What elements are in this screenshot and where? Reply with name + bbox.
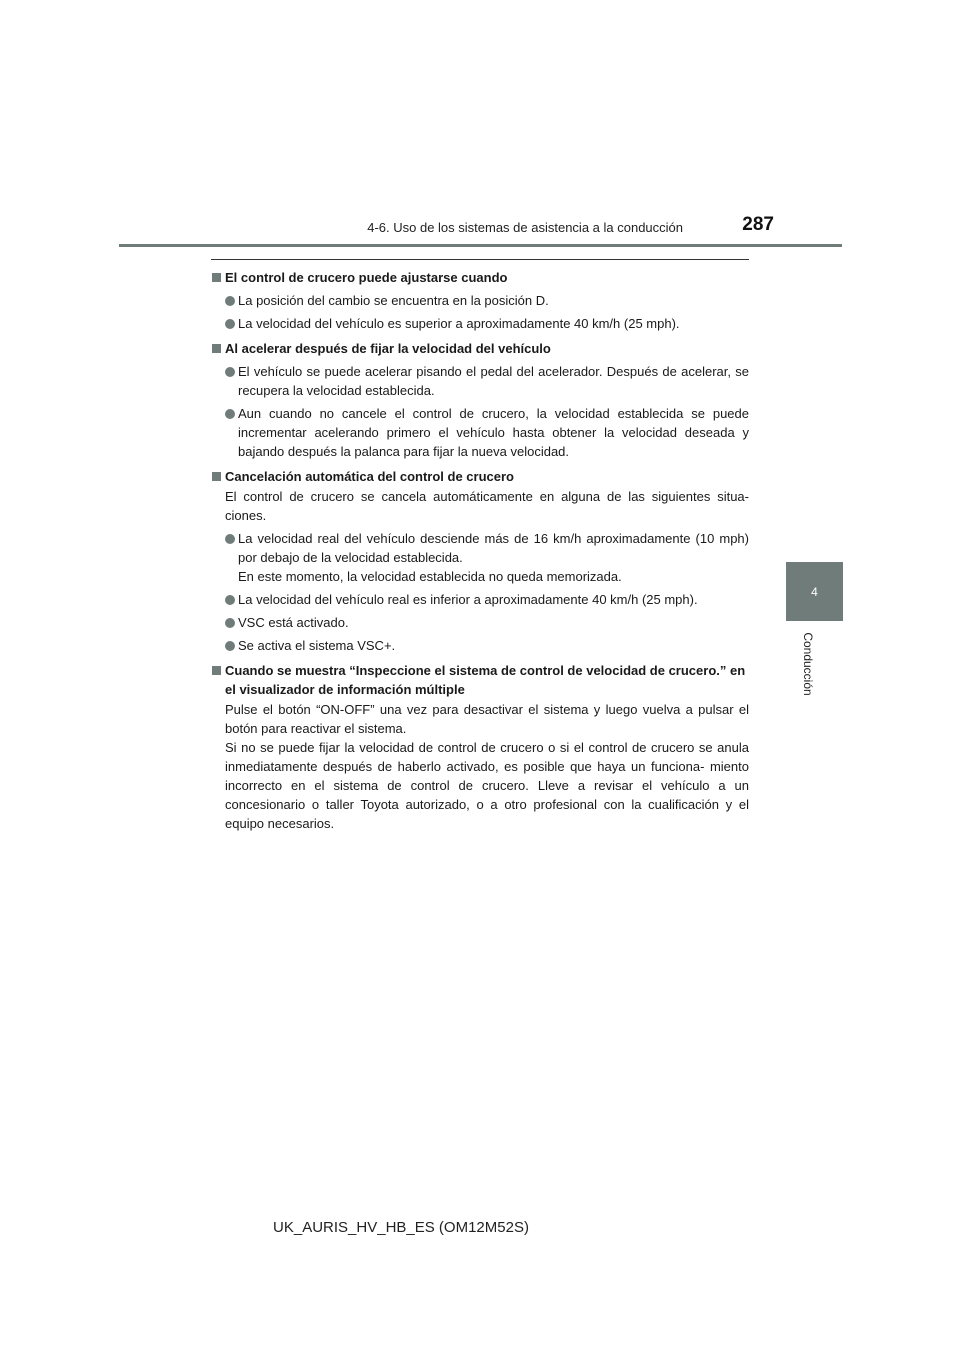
section-heading (211, 661, 749, 699)
chapter-number: 4 (811, 584, 818, 599)
bullet-text: Aun cuando no cancele el control de crucero, la velocidad establecida se puede incrementar acelerando primero el vehículo hasta obtener la velocidad deseada y bajando después la palanca para fijar la nueva velocidad. (238, 406, 749, 459)
round-bullet-icon (225, 534, 235, 544)
bullet-text: La velocidad del vehículo real es inferior a aproximadamente 40 km/h (25 mph). (238, 592, 698, 607)
header-rule (119, 244, 842, 247)
section-heading (211, 467, 749, 486)
list-item (211, 590, 749, 609)
list-item (211, 291, 749, 310)
section-paragraph: Pulse el botón “ON-OFF” una vez para desactivar el sistema y luego vuelva a pulsar el botón para reactivar el sistema. (225, 702, 749, 736)
content-rule (211, 259, 749, 260)
list-item (211, 362, 749, 400)
list-item (211, 636, 749, 655)
section-heading (211, 339, 749, 358)
bullet-text: VSC está activado. (238, 615, 349, 630)
section-title: 4-6. Uso de los sistemas de asistencia a la conducción (367, 220, 683, 235)
round-bullet-icon (225, 409, 235, 419)
round-bullet-icon (225, 319, 235, 329)
round-bullet-icon (225, 296, 235, 306)
section-heading (211, 268, 749, 287)
round-bullet-icon (225, 618, 235, 628)
round-bullet-icon (225, 595, 235, 605)
bullet-text: La velocidad real del vehículo desciende más de 16 km/h aproximadamente (10 mph) por debajo de la velocidad establecida. (238, 531, 749, 565)
heading-text: Al acelerar después de fijar la velocidad del vehículo (225, 341, 551, 356)
square-bullet-icon (212, 472, 221, 481)
page-number: 287 (742, 214, 774, 235)
page-content (211, 268, 749, 833)
list-item (211, 529, 749, 586)
list-item (211, 404, 749, 461)
square-bullet-icon (212, 344, 221, 353)
square-bullet-icon (212, 273, 221, 282)
heading-text: Cuando se muestra “Inspeccione el sistema de control de velocidad de crucero.” en el visualizador de información múltiple (225, 663, 746, 697)
square-bullet-icon (212, 666, 221, 675)
section-intro: El control de crucero se cancela automáticamente en alguna de las siguientes situa- ciones. (225, 489, 749, 523)
chapter-tab (786, 562, 843, 621)
bullet-text: La posición del cambio se encuentra en la posición D. (238, 293, 549, 308)
bullet-text: La velocidad del vehículo es superior a aproximadamente 40 km/h (25 mph). (238, 316, 680, 331)
heading-text: Cancelación automática del control de crucero (225, 469, 514, 484)
round-bullet-icon (225, 367, 235, 377)
round-bullet-icon (225, 641, 235, 651)
chapter-label: Conducción (801, 632, 815, 696)
document-code: UK_AURIS_HV_HB_ES (OM12M52S) (273, 1219, 529, 1236)
list-item (211, 314, 749, 333)
bullet-note: En este momento, la velocidad establecida no queda memorizada. (238, 569, 622, 584)
bullet-text: Se activa el sistema VSC+. (238, 638, 396, 653)
section-paragraph: Si no se puede fijar la velocidad de control de crucero o si el control de crucero se anula inmediatamente después de haberlo activado, es posible que haya un funciona- miento incorrecto en el sistema de control de crucero. Lleve a revisar el vehículo a un concesionario o taller Toyota autorizado, o a otro profesional con la cualificación y el equipo necesarios. (225, 740, 749, 831)
bullet-text: El vehículo se puede acelerar pisando el pedal del acelerador. Después de acelerar, se recupera la velocidad establecida. (238, 364, 749, 398)
list-item (211, 613, 749, 632)
heading-text: El control de crucero puede ajustarse cuando (225, 270, 508, 285)
